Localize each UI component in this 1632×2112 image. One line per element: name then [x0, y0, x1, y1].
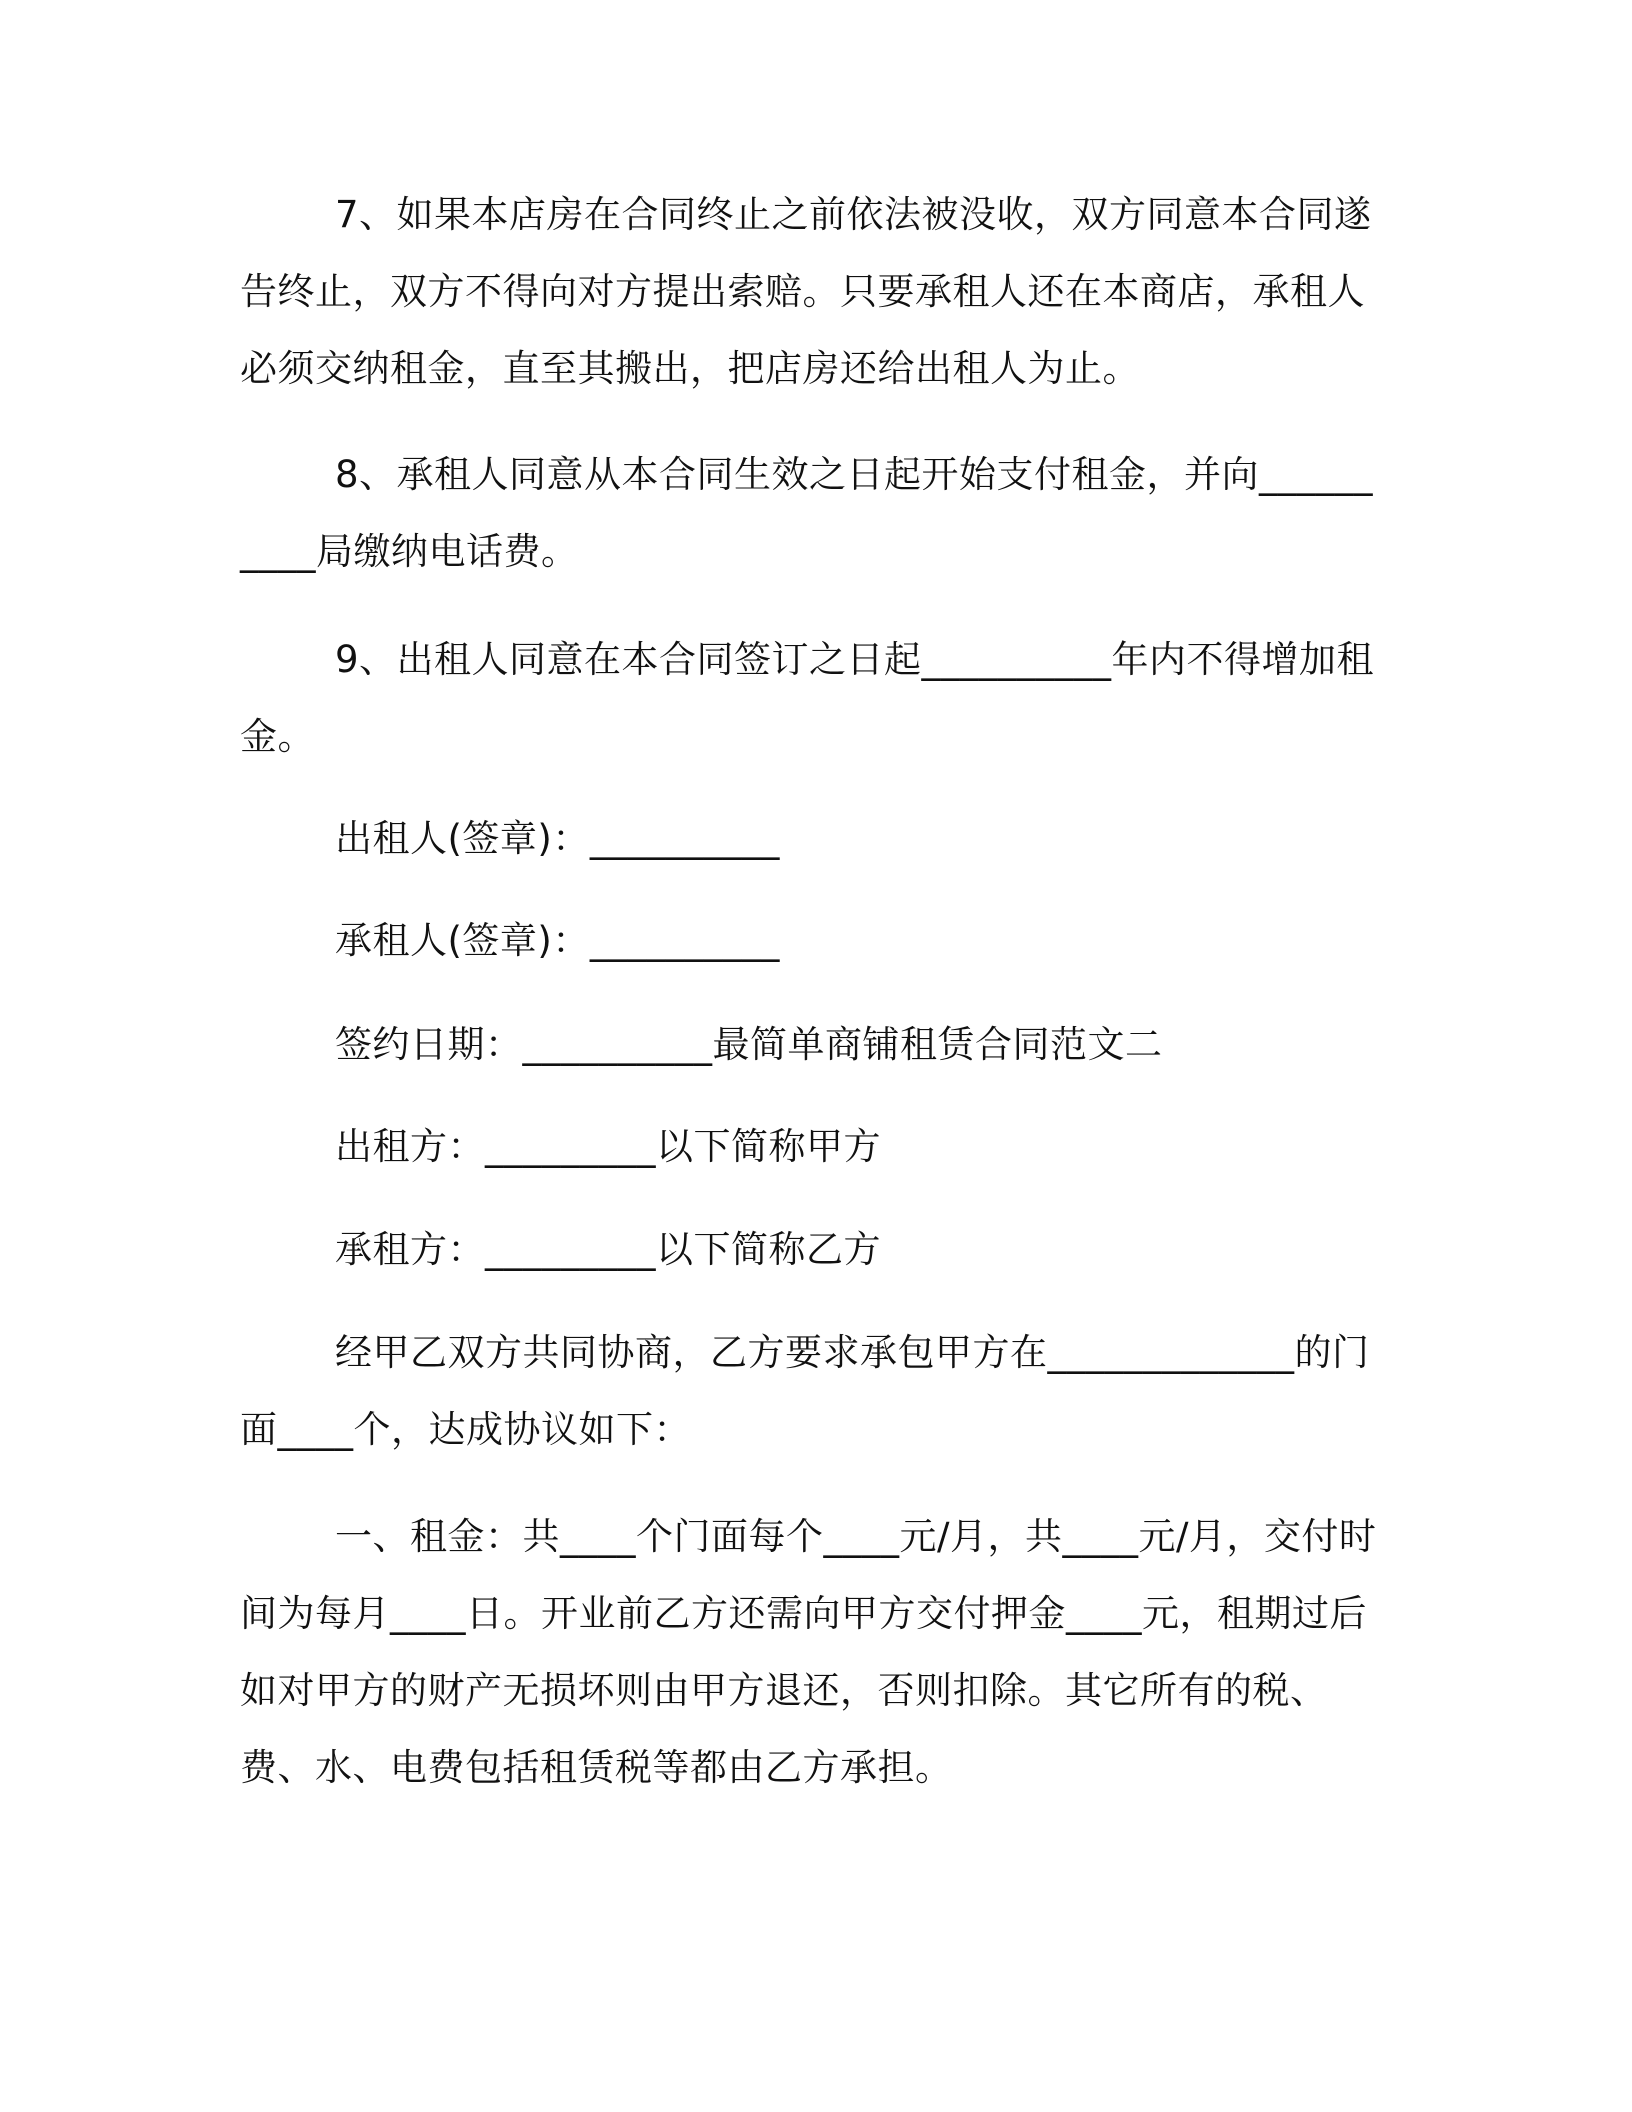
rent-clause-paragraph: 一、租金：共____个门面每个____元/月，共____元/月，交付时间为每月____日。开业前乙方还需向甲方交付押金____元，租期过后如对甲方的财产无损坏则由甲方退还，否则扣除。其它所有的税、费、水、电费包括租赁税等都由乙方承担。 — [240, 1515, 1377, 1789]
agreement-intro-paragraph: 经甲乙双方共同协商，乙方要求承包甲方在_____________的门面____个，达成协议如下： — [240, 1331, 1370, 1451]
sign-date-line: 签约日期：__________最简单商铺租赁合同范文二 — [335, 1023, 1163, 1066]
clause-8-paragraph: 8、承租人同意从本合同生效之日起开始支付租金，并向__________局缴纳电话费。 — [240, 453, 1374, 573]
party-a-line: 出租方：_________以下简称甲方 — [335, 1125, 881, 1168]
lessee-signature-line: 承租人(签章)：__________ — [335, 919, 780, 962]
clause-9-paragraph: 9、出租人同意在本合同签订之日起__________年内不得增加租金。 — [240, 638, 1375, 758]
party-b-line: 承租方：_________以下简称乙方 — [335, 1228, 881, 1271]
lessor-signature-line: 出租人(签章)：__________ — [335, 817, 780, 860]
clause-7-paragraph: 7、如果本店房在合同终止之前依法被没收，双方同意本合同遂告终止，双方不得向对方提出索赔。只要承租人还在本商店，承租人必须交纳租金，直至其搬出，把店房还给出租人为止。 — [240, 193, 1372, 390]
